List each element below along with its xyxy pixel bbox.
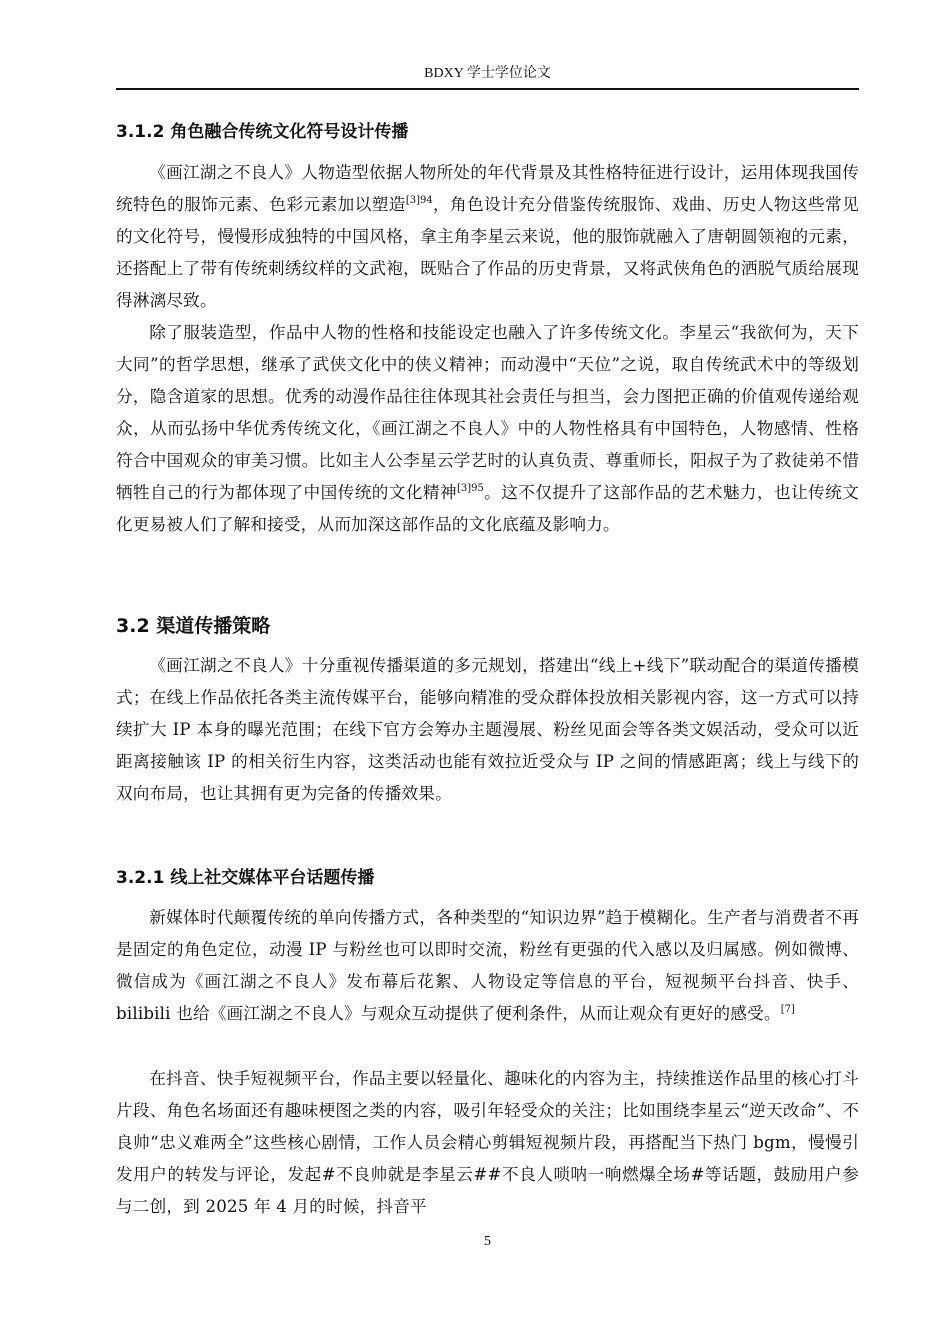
- paragraph-text: ，角色设计充分借鉴传统服饰、戏曲、历史人物这些常见的文化符号，慢慢形成独特的中国风格，拿主角李星云来说，他的服饰就融入了唐朝圆领袍的元素，还搭配上了带有传统刺绣纹样的文武袍，既贴合了作品的历史背景，又将武侠角色的洒脱气质给展现得淋漓尽致。: [116, 195, 860, 310]
- paragraph-text: 《画江湖之不良人》十分重视传播渠道的多元规划，搭建出“线上+线下”联动配合的渠道传播模式；在线上作品依托各类主流传媒平台，能够向精准的受众群体投放相关影视内容，这一方式可以持续扩大 IP 本身的曝光范围；在线下官方会筹办主题漫展、粉丝见面会等各类文娱活动，受众可以近距离接触该 IP 的相关衍生内容，这类活动也能有效拉近受众与 IP 之间的情感距离；线上与线下的双向布局，也让其拥有更为完备的传播效果。: [116, 656, 859, 803]
- page-number: 5: [484, 1234, 491, 1249]
- citation-superscript: [7]: [780, 1004, 795, 1015]
- paragraph-text: 除了服装造型，作品中人物的性格和技能设定也融入了许多传统文化。李星云“我欲何为，天下大同”的哲学思想，继承了武侠文化中的侠义精神；而动漫中“天位”之说，取自传统武术中的等级划分，隐含道家的思想。优秀的动漫作品往往体现其社会责任与担当，会力图把正确的价值观传递给观众，从而弘扬中华优秀传统文化，《画江湖之不良人》中的人物性格具有中国特色，人物感情、性格符合中国观众的审美习惯。比如主人公李星云学艺时的认真负责、尊重师长，阳叔子为了救徒弟不惜牺牲自己的行为都体现了中国传统的文化精神: [116, 323, 859, 502]
- header-rule: [116, 88, 859, 90]
- paragraph-text: 在抖音、快手短视频平台，作品主要以轻量化、趣味化的内容为主，持续推送作品里的核心打斗片段、角色名场面还有趣味梗图之类的内容，吸引年轻受众的关注；比如围绕李星云“逆天改命”、不良帅“忠义难两全”这些核心剧情，工作人员会精心剪辑短视频片段，再搭配当下热门 bgm，慢慢引发用户的转发与评论，发起#不良帅就是李星云##不良人唢呐一响燃爆全场#等话题，鼓励用户参与二创，到 2025 年 4 月的时候，抖音平: [116, 1069, 859, 1216]
- citation-superscript: [3]94: [405, 195, 433, 206]
- citation-superscript: [3]95: [457, 483, 484, 494]
- paragraph-3-1-2-2: [116, 317, 859, 541]
- paragraph-3-2-1-1: [116, 902, 859, 1030]
- paragraph-text: 。这不仅提升了这部作品的艺术魅力，也让传统文化更易被人们了解和接受，从而加深这部作品的文化底蕴及影响力。: [116, 483, 860, 534]
- section-heading-3-1-2: 3.1.2 角色融合传统文化符号设计传播: [116, 122, 409, 142]
- paragraph-3-2-1-2: [116, 1063, 859, 1223]
- section-heading-3-2-1: 3.2.1 线上社交媒体平台话题传播: [116, 868, 375, 888]
- paragraph-text: 新媒体时代颠覆传统的单向传播方式，各种类型的“知识边界”趋于模糊化。生产者与消费者不再是固定的角色定位，动漫 IP 与粉丝也可以即时交流，粉丝有更强的代入感以及归属感。例如微博、微信成为《画江湖之不良人》发布幕后花絮、人物设定等信息的平台，短视频平台抖音、快手、bilibili 也给《画江湖之不良人》与观众互动提供了便利条件，从而让观众有更好的感受。: [116, 908, 859, 1023]
- paragraph-3-1-2-1: [116, 157, 859, 317]
- paragraph-3-2-1: [116, 650, 859, 810]
- running-header: BDXY 学士学位论文: [424, 66, 551, 81]
- paragraph-text: 《画江湖之不良人》人物造型依据人物所处的年代背景及其性格特征进行设计，运用体现我国传统特色的服饰元素、色彩元素加以塑造: [116, 163, 859, 214]
- section-heading-3-2: 3.2 渠道传播策略: [116, 615, 271, 637]
